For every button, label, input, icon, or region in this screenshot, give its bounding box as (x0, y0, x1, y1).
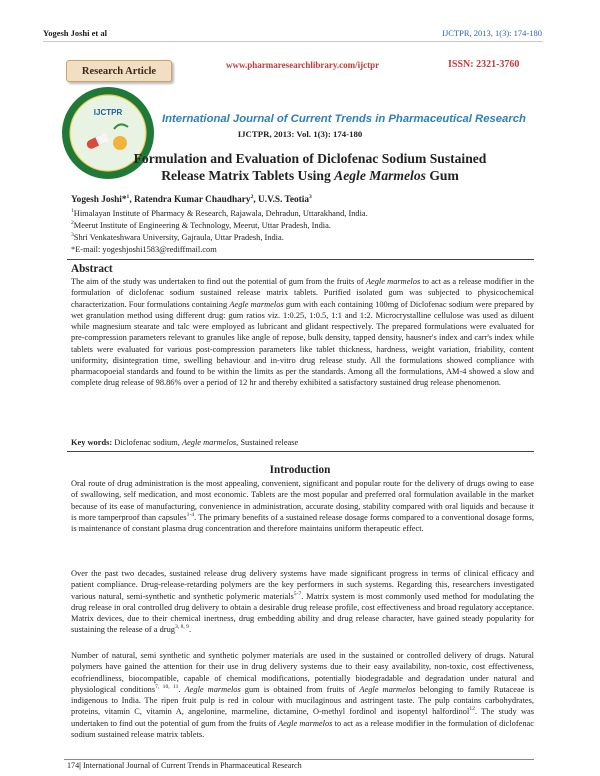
author-1: Yogesh Joshi* (71, 195, 127, 205)
affiliation (71, 209, 368, 218)
introduction-heading: Introduction (269, 464, 331, 476)
citation-ref: 12 (469, 706, 475, 713)
journal-url-link[interactable]: www.pharmaresearchlibrary.com/ijctpr (226, 60, 380, 70)
title-line-2-suffix: Gum (425, 168, 459, 183)
abstract-text: to act as a release modifier in the formulation of diclofenac sodium sustained release matrix tablets. Purified isolated gum was subjected to physicochemical characterization. Four formulations containing (71, 277, 534, 309)
species-name: Aegle marmelos (229, 299, 284, 309)
abstract-bottom-rule (67, 451, 534, 452)
article-type-label: Research Article (81, 65, 157, 77)
article-type-badge (66, 60, 172, 82)
running-header-author: Yogesh Joshi et al (43, 28, 107, 38)
paragraph-text: . The study was undertaken to find out the potential of gum from the fruits of (71, 707, 534, 728)
affiliation-text: Himalayan Institute of Pharmacy & Research, Rajawala, Dehradun, Uttarakhand, India. (73, 209, 368, 218)
keyword-text: , Sustained release (236, 438, 299, 447)
citation-ref: 1-4 (186, 511, 195, 518)
paragraph-text: Number of natural, semi synthetic and synthetic polymer materials are used in the sustained or controlled delivery of drugs. Natural polymers have gained the attention for their use in drug delivery systems due to their easy availability, non-toxic, cost effectiveness, ecofriendliness, biocompatible, capable of chemical modifications, potentially biodegradable and degradation under natural and physiological conditions (71, 651, 534, 694)
issn-label: ISSN: 2321-3760 (448, 59, 520, 70)
species-name: Aegle marmelos (278, 718, 333, 728)
title-line-2-prefix: Release Matrix Tablets Using (161, 168, 335, 183)
intro-paragraph-2 (71, 568, 534, 636)
author-list (71, 195, 312, 205)
abstract-text: gum with each containing 100mg of Diclofenac sodium were prepared by wet granulation method using different drug: gum ratios viz. 1:0.25, 1:0.5, 1:1 and 1:2. Microcrystalline cellulose was used as diluent while magnesium stearate and talc were employed as lubricant and glidant respectively. The prepared formulations were evaluated for pre-compression parameters relevant to granules like angle of repose, bulk density, tapped density, hausner's index and carr's index while tablets were evaluated for various post-compression parameters like tablet thickness, hardness, weight variation, friability, content uniformity, disintegration time, swelling behaviour and in-vitro drug release study. All the formulations showed compliance with pharmacopoeial standards and found to be within the limits as per the standards. Among all the formulations, AM-4 showed a slow and complete drug release of 98.86% over a period of 12 hr and thereby exhibited a satisfactory sustained drug release phenomenon. (71, 299, 534, 388)
title-line-1: Formulation and Evaluation of Diclofenac Sodium Sustained (133, 151, 487, 166)
keyword-species: Aegle marmelos (181, 438, 237, 447)
footer-rule (64, 759, 534, 760)
affiliation (71, 221, 331, 230)
author-3: U.V.S. Teotia (258, 195, 310, 205)
citation-ref: 7, 10, 11 (155, 683, 179, 690)
affiliation-number: 1 (71, 208, 74, 215)
intro-paragraph-3 (71, 650, 534, 740)
affiliation-text: Shri Venkateshwara University, Gajraula, Uttar Pradesh, India. (73, 233, 284, 242)
affiliation-number: 3 (71, 232, 74, 239)
footer-journal: International Journal of Current Trends in Pharmaceutical Research (80, 761, 302, 770)
abstract-top-rule (67, 259, 534, 260)
title-species: Aegle Marmelos (334, 168, 426, 183)
author-separator: , (129, 195, 134, 205)
intro-paragraph-1 (71, 478, 534, 534)
paragraph-text: . (178, 684, 185, 694)
paragraph-text: Over the past two decades, sustained release drug delivery systems have made significant progress in terms of clinical efficacy and patient compliance. Drug-release-retarding polymers are the key performers in such systems. Regarding this, researchers investigated various natural, semi-synthetic and synthetic polymeric materials (71, 569, 534, 601)
footer-separator: | (79, 761, 81, 770)
title-line-2 (100, 167, 520, 184)
author-1-affil: 1 (126, 193, 130, 200)
citation-ref: 3, 8, 9 (174, 624, 189, 631)
author-separator: , (253, 195, 259, 205)
paragraph-text: . The primary benefits of a sustained release dosage forms compared to a conventional dosage forms, is maintenance of constant plasma drug concentration and therefore maintains uniform therapeutic effect. (71, 512, 534, 533)
author-3-affil: 3 (309, 193, 312, 200)
keywords-label: Key words: (71, 438, 113, 447)
species-name: Aegle marmelos (184, 684, 241, 694)
page-number: 174 (67, 761, 80, 770)
abstract-body (71, 276, 534, 389)
paragraph-text: gum is obtained from fruits of (240, 684, 360, 694)
paragraph-text: belonging to family Rutaceae is indigenous to India. The ripen fruit pulp is red in colour with mucilaginous and astringent taste. The pulp contains carbohydrates, proteins, vitamin C, vitamin A, angelonine, marmeline, dictamine, O-methyl fordinol and isopentyl halfordinol (71, 684, 535, 717)
affiliation (71, 233, 284, 242)
keywords (71, 438, 298, 447)
affiliation-number: 2 (71, 220, 74, 227)
logo-acronym: IJCTPR (93, 108, 123, 117)
page-footer (67, 761, 302, 770)
keyword-text: Diclofenac sodium, (112, 438, 182, 447)
abstract-heading: Abstract (71, 263, 113, 275)
volume-line: IJCTPR, 2013: Vol. 1(3): 174-180 (237, 129, 363, 139)
citation-ref: 5-7 (293, 590, 302, 597)
paragraph-text: to act as a release modifier in the formulation of diclofenac sodium sustained release matrix tablets. (71, 718, 534, 739)
header-rule (43, 41, 543, 42)
corresponding-email[interactable]: *E-mail: yogeshjoshi1583@rediffmail.com (71, 245, 217, 254)
affiliation-text: Meerut Institute of Engineering & Technology, Meerut, Uttar Pradesh, India. (73, 221, 331, 230)
paragraph-text: . Matrix system is most commonly used method for modulating the drug release in oral controlled drug delivery to obtain a desirable drug release profile, cost effectiveness and broad regulatory acceptance. Matrix devices, due to their chemical inertness, drug embedding ability and drug release character, have gained steady popularity for sustaining the release of a drug (71, 591, 535, 635)
author-2-affil: 2 (250, 193, 254, 200)
species-name: Aegle marmelos (365, 277, 421, 286)
journal-name: International Journal of Current Trends in Pharmaceutical Research (162, 113, 526, 125)
author-2: Ratendra Kumar Chaudhary (134, 195, 251, 205)
running-header-citation: IJCTPR, 2013, 1(3): 174-180 (442, 28, 542, 38)
abstract-text: The aim of the study was undertaken to find out the potential of gum from the fruits of (71, 277, 366, 286)
article-title (100, 150, 520, 184)
paragraph-text: Oral route of drug administration is the most appealing, convenient, significant and popular route for the delivery of drugs owing to ease of swallowing, self medication, and most economic. Tablets are the most popular and preferred oral formulation available in the market because of its ease of manufacturing, convenience in administration, accurate dosing, stability compared with oral liquids and because it is more tamperproof than capsules (71, 479, 534, 522)
paragraph-text: . (188, 625, 192, 635)
species-name: Aegle marmelos (359, 684, 416, 694)
